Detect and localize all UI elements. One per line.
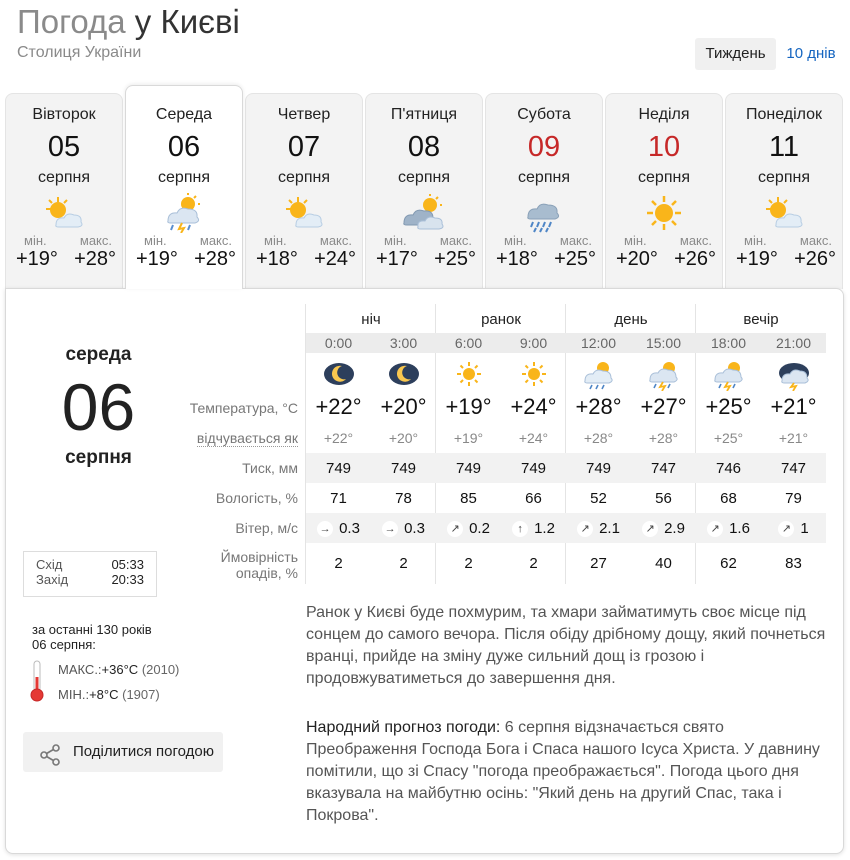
day-number-weekend: 09 xyxy=(527,131,561,163)
moon-night-icon xyxy=(306,359,371,395)
hour-pressure: 749 xyxy=(520,460,547,477)
selected-day-number: 06 xyxy=(61,370,136,444)
record-max xyxy=(58,662,179,677)
row-label-precipitation xyxy=(156,549,298,581)
hour-time: 21:00 xyxy=(775,335,812,351)
row-label-wind: Вітер, м/с xyxy=(235,520,298,536)
hour-temp: +28° xyxy=(575,394,622,419)
wind-speed: 2.1 xyxy=(599,520,620,537)
max-label: макс. xyxy=(319,233,352,248)
hour-temp: +21° xyxy=(770,394,817,419)
day-name: Неділя xyxy=(638,106,690,123)
hour-temp: +22° xyxy=(315,394,362,419)
hour-wind xyxy=(631,520,696,537)
hour-wind xyxy=(761,520,826,537)
hour-precip: 83 xyxy=(785,555,802,572)
max-temp: +26° xyxy=(674,248,716,270)
hour-precip: 27 xyxy=(590,555,607,572)
hour-humidity: 52 xyxy=(590,490,607,507)
max-label: макс. xyxy=(679,233,712,248)
thunderstorm-sun-icon xyxy=(631,359,696,395)
day-tab-5[interactable] xyxy=(605,93,723,289)
day-tab-1-selected[interactable] xyxy=(125,85,243,289)
max-temp: +28° xyxy=(194,248,236,270)
min-temp: +18° xyxy=(256,248,298,270)
period-day: день xyxy=(614,311,648,328)
hour-time: 9:00 xyxy=(519,335,548,351)
hour-humidity: 85 xyxy=(460,490,477,507)
record-max-label: МАКС.: xyxy=(58,662,102,677)
records-date: 06 серпня: xyxy=(32,637,96,652)
wind-speed: 1 xyxy=(800,520,809,537)
thermometer-icon xyxy=(28,659,46,703)
max-label: макс. xyxy=(199,233,232,248)
records-title: за останні 130 років xyxy=(32,622,152,637)
wind-direction-icon: ↗ xyxy=(778,521,794,537)
day-name: П'ятниця xyxy=(390,106,458,123)
record-min-year: (1907) xyxy=(122,687,160,702)
max-temp: +25° xyxy=(554,248,596,270)
min-temp: +19° xyxy=(736,248,778,270)
hour-humidity: 78 xyxy=(395,490,412,507)
sunrise-time: 05:33 xyxy=(111,557,144,572)
wind-speed: 1.6 xyxy=(729,520,750,537)
moon-night-icon xyxy=(371,359,436,395)
hour-temp: +20° xyxy=(380,394,427,419)
wind-direction-icon: → xyxy=(382,521,398,537)
row-label-humidity: Вологість, % xyxy=(215,490,298,506)
day-name: Вівторок xyxy=(32,106,96,123)
records-heading xyxy=(32,622,152,652)
day-month: серпня xyxy=(38,169,90,186)
day-tab-0[interactable] xyxy=(5,93,123,289)
day-tab-2[interactable] xyxy=(245,93,363,289)
min-label: мін. xyxy=(144,233,167,248)
hour-temp: +27° xyxy=(640,394,687,419)
precip-label-line2: опадів, % xyxy=(235,565,298,581)
hour-time: 18:00 xyxy=(710,335,747,351)
day-month: серпня xyxy=(638,169,690,186)
record-min-label: МІН.: xyxy=(58,687,90,702)
sun-icon xyxy=(436,359,501,395)
day-number: 06 xyxy=(167,131,201,163)
hour-precip: 62 xyxy=(720,555,737,572)
day-month: серпня xyxy=(518,169,570,186)
min-label: мін. xyxy=(384,233,407,248)
hour-feels: +24° xyxy=(518,430,549,446)
hour-pressure: 746 xyxy=(715,460,742,477)
hour-humidity: 56 xyxy=(655,490,672,507)
day-number: 08 xyxy=(407,131,441,163)
hour-feels: +22° xyxy=(323,430,354,446)
hour-time: 12:00 xyxy=(580,335,617,351)
min-temp: +17° xyxy=(376,248,418,270)
page-subtitle: Столиця України xyxy=(17,44,142,61)
row-label-temperature: Температура, °C xyxy=(189,400,298,416)
wind-direction-icon: ↗ xyxy=(642,521,658,537)
min-label: мін. xyxy=(264,233,287,248)
day-number: 07 xyxy=(287,131,321,163)
record-max-value: +36°C xyxy=(101,662,139,677)
hour-humidity: 66 xyxy=(525,490,542,507)
day-month: серпня xyxy=(278,169,330,186)
hour-wind xyxy=(566,520,631,537)
hour-time: 3:00 xyxy=(389,335,418,351)
day-tab-6[interactable] xyxy=(725,93,843,289)
wind-speed: 0.3 xyxy=(339,520,360,537)
hour-humidity: 68 xyxy=(720,490,737,507)
hour-precip: 2 xyxy=(529,555,538,572)
row-label-pressure: Тиск, мм xyxy=(242,460,298,476)
max-label: макс. xyxy=(799,233,832,248)
day-name: Понеділок xyxy=(745,106,823,123)
record-min xyxy=(58,687,160,702)
sunrise-sunset-box xyxy=(23,551,157,597)
day-tab-4[interactable] xyxy=(485,93,603,289)
max-temp: +28° xyxy=(74,248,116,270)
min-temp: +19° xyxy=(16,248,58,270)
selected-month: серпня xyxy=(65,447,132,468)
sun-cloud-icon xyxy=(40,193,88,233)
wind-direction-icon: ↗ xyxy=(447,521,463,537)
hour-humidity: 79 xyxy=(785,490,802,507)
min-label: мін. xyxy=(24,233,47,248)
day-month: серпня xyxy=(758,169,810,186)
sun-cloud-icon xyxy=(760,193,808,233)
title-city: у Києві xyxy=(134,3,240,40)
precip-label-line1: Ймовірність xyxy=(220,549,298,565)
hour-pressure: 747 xyxy=(780,460,807,477)
hour-temp: +25° xyxy=(705,394,752,419)
hour-feels: +25° xyxy=(713,430,744,446)
selected-weekday: середа xyxy=(65,344,132,365)
min-temp: +18° xyxy=(496,248,538,270)
day-month: серпня xyxy=(158,169,210,186)
folk-forecast xyxy=(306,717,828,827)
sun-icon xyxy=(501,359,566,395)
wind-direction-icon: ↗ xyxy=(577,521,593,537)
wind-direction-icon: ↗ xyxy=(707,521,723,537)
day-month: серпня xyxy=(398,169,450,186)
thunderstorm-sun-icon xyxy=(160,193,208,233)
hour-time: 6:00 xyxy=(454,335,483,351)
hour-time: 15:00 xyxy=(645,335,682,351)
hour-temp: +19° xyxy=(445,394,492,419)
period-night: ніч xyxy=(361,311,381,328)
hour-precip: 2 xyxy=(399,555,408,572)
hour-wind xyxy=(371,520,436,537)
hour-pressure: 749 xyxy=(585,460,612,477)
sun-cloud-rain-icon xyxy=(566,359,631,395)
sun-cloud-icon xyxy=(280,193,328,233)
share-icon xyxy=(39,742,61,764)
hour-feels: +19° xyxy=(453,430,484,446)
hour-precip: 2 xyxy=(334,555,343,572)
wind-speed: 1.2 xyxy=(534,520,555,537)
sunrise-label: Схід xyxy=(36,557,63,572)
share-weather-button[interactable] xyxy=(23,732,223,772)
hour-precip: 40 xyxy=(655,555,672,572)
wind-speed: 0.2 xyxy=(469,520,490,537)
hour-feels: +21° xyxy=(778,430,809,446)
min-label: мін. xyxy=(744,233,767,248)
sun-icon xyxy=(640,193,688,233)
page-title xyxy=(17,2,240,42)
wind-speed: 0.3 xyxy=(404,520,425,537)
day-number: 05 xyxy=(47,131,81,163)
day-tab-3[interactable] xyxy=(365,93,483,289)
hour-wind xyxy=(696,520,761,537)
period-morning: ранок xyxy=(481,311,521,328)
hour-humidity: 71 xyxy=(330,490,347,507)
folk-forecast-label: Народний прогноз погоди: xyxy=(306,719,501,736)
min-label: мін. xyxy=(624,233,647,248)
hour-pressure: 747 xyxy=(650,460,677,477)
sunset-time: 20:33 xyxy=(111,572,144,587)
feels-like-text: відчувається як xyxy=(196,430,298,446)
hour-precip: 2 xyxy=(464,555,473,572)
hour-pressure: 749 xyxy=(325,460,352,477)
hour-pressure: 749 xyxy=(455,460,482,477)
max-temp: +25° xyxy=(434,248,476,270)
rain-cloud-icon xyxy=(520,193,568,233)
record-min-value: +8°C xyxy=(89,687,119,702)
sunset-label: Захід xyxy=(36,572,69,587)
hour-temp: +24° xyxy=(510,394,557,419)
hour-feels: +28° xyxy=(583,430,614,446)
day-number: 11 xyxy=(768,131,800,163)
min-temp: +20° xyxy=(616,248,658,270)
thunderstorm-night-icon xyxy=(761,359,826,395)
share-label: Поділитися погодою xyxy=(73,743,215,760)
min-label: мін. xyxy=(504,233,527,248)
row-label-feels-like[interactable] xyxy=(156,430,298,446)
day-number-weekend: 10 xyxy=(647,131,681,163)
wind-speed: 2.9 xyxy=(664,520,685,537)
period-week-button[interactable]: Тиждень xyxy=(695,38,776,70)
cloudy-sun-icon xyxy=(400,193,448,233)
title-prefix: Погода xyxy=(17,3,126,40)
day-name: Середа xyxy=(155,106,213,123)
period-ten-days-link[interactable]: 10 днів xyxy=(786,45,836,62)
hour-feels: +20° xyxy=(388,430,419,446)
thunderstorm-sun-icon xyxy=(696,359,761,395)
hour-wind xyxy=(501,520,566,537)
forecast-description: Ранок у Києві буде похмурим, та хмари займатимуть своє місце під сонцем до самого вечора. Після обіду дрібному дощу, який почнеться вранці, прийде на зміну дуже сильний дощ із грозою і продовжуватиметься до завершення дня. xyxy=(306,604,826,687)
max-temp: +26° xyxy=(794,248,836,270)
max-label: макс. xyxy=(79,233,112,248)
hour-pressure: 749 xyxy=(390,460,417,477)
hour-feels: +28° xyxy=(648,430,679,446)
max-label: макс. xyxy=(439,233,472,248)
max-label: макс. xyxy=(559,233,592,248)
max-temp: +24° xyxy=(314,248,356,270)
day-name: Субота xyxy=(517,106,571,123)
day-name: Четвер xyxy=(277,106,331,123)
min-temp: +19° xyxy=(136,248,178,270)
folk-forecast-text: 6 серпня відзначається свято Преображення Господа Бога і Спаса нашого Ісуса Христа. У давнину помітили, що зі Спасу "погода преображається". Погода цього дня вказувала на майбутню осінь: "Який день на другий Спас, така і Покрова". xyxy=(306,719,820,824)
hour-wind xyxy=(306,520,371,537)
hour-time: 0:00 xyxy=(324,335,353,351)
period-evening: вечір xyxy=(743,311,779,328)
day-tabs xyxy=(5,93,845,289)
wind-direction-icon: → xyxy=(317,521,333,537)
record-max-year: (2010) xyxy=(141,662,180,677)
hour-wind xyxy=(436,520,501,537)
day-detail-panel xyxy=(5,288,844,854)
wind-direction-icon: ↑ xyxy=(512,521,528,537)
